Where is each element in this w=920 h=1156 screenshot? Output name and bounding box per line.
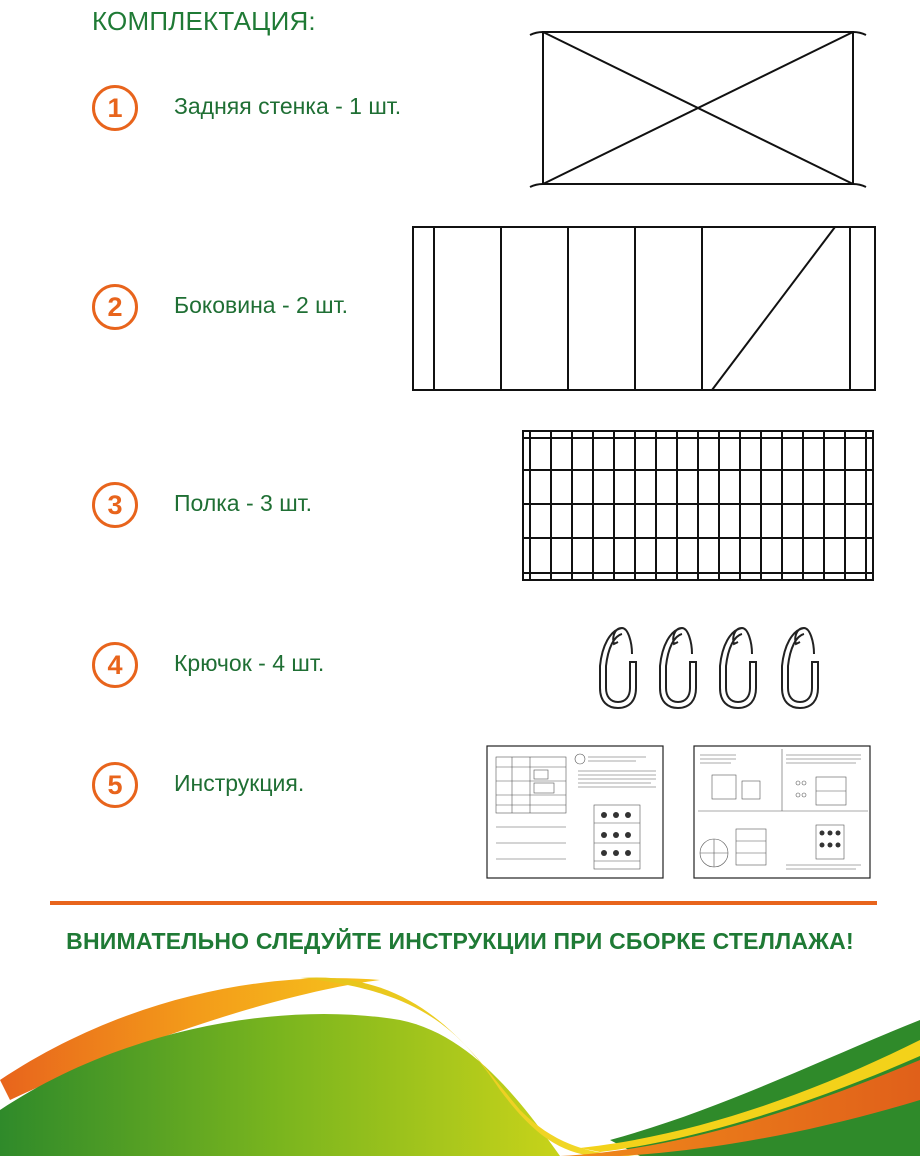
decorative-wave: [0, 960, 920, 1156]
shelf-grid-drawing-icon: [522, 430, 876, 582]
side-panel-drawing-icon: [412, 226, 878, 392]
item-number-badge: 2: [92, 284, 138, 330]
item-label: Инструкция.: [174, 770, 305, 796]
item-label: Крючок - 4 шт.: [174, 650, 325, 676]
back-wall-drawing-icon: [528, 28, 868, 190]
item-number-badge: 3: [92, 482, 138, 528]
divider-line: [50, 901, 877, 905]
item-label: Боковина - 2 шт.: [174, 292, 349, 318]
item-shelf: [92, 482, 472, 538]
item-instruction: [92, 762, 472, 818]
hook-drawing-icon: [586, 622, 836, 714]
instruction-sheets-drawing-icon: [486, 745, 874, 881]
item-number-badge: 1: [92, 85, 138, 131]
item-hook: [92, 642, 472, 698]
item-number-badge: 4: [92, 642, 138, 688]
item-label: Задняя стенка - 1 шт.: [174, 93, 402, 119]
item-back-wall: [92, 85, 472, 141]
assembly-warning: ВНИМАТЕЛЬНО СЛЕДУЙТЕ ИНСТРУКЦИИ ПРИ СБОРКЕ СТЕЛЛАЖА!: [66, 928, 854, 954]
page-title: КОМПЛЕКТАЦИЯ:: [92, 6, 316, 36]
item-label: Полка - 3 шт.: [174, 490, 313, 516]
item-number-badge: 5: [92, 762, 138, 808]
